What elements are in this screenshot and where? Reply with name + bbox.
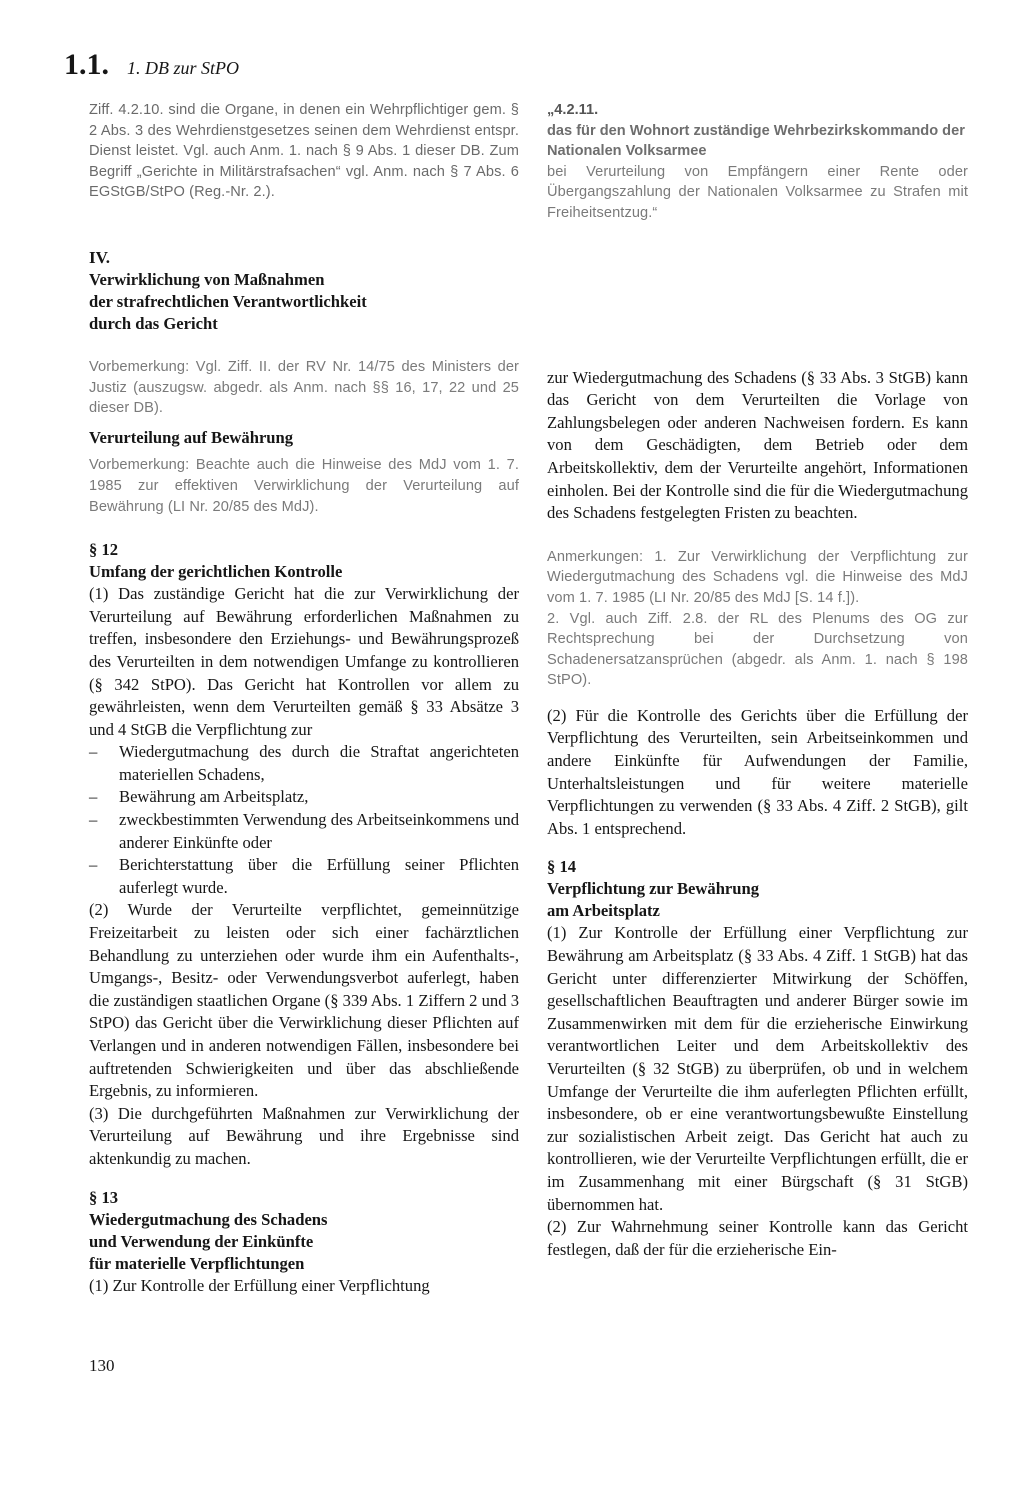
vorbemerkung-1: Vorbemerkung: Vgl. Ziff. II. der RV Nr. 14/75 des Ministers der Justiz (auszugsw. abgedr. als Anm. nach §§ 16, 17, 22 und 25 dieser DB). (89, 358, 519, 417)
s14-title-line-2: am Arbeitsplatz (547, 901, 660, 921)
chapter-roman: IV. (89, 247, 110, 267)
vorbemerkung-2: Vorbemerkung: Beachte auch die Hinweise des MdJ vom 1. 7. 1985 zur effektiven Verwirklichung der Verurteilung auf Bewährung (LI Nr. 20/85 des MdJ). (89, 457, 519, 515)
chapter-title-line-1: Verwirklichung von Maßnahmen (89, 269, 325, 289)
page-header (64, 48, 239, 82)
section-title: 1. DB zur StPO (127, 58, 239, 78)
s13-number: § 13 (89, 1187, 119, 1207)
s12-paragraph-2: (2) Wurde der Verurteilte verpflichtet, gemeinnützige Freizeitarbeit zu leisten oder sich einer fachärztlichen Behandlung zu unterziehen oder wurde ihm ein Aufenthalts-, Umgangs-, Besitz- oder Verwendungsverbot auferlegt, haben die zuständigen staatlichen Organe (§ 339 Abs. 1 Ziffern 2 und 3 StPO) das Gericht über die Verwirklichung dieser Pflichten auf Verlangen und in anderen notwendigen Fällen, insbesondere bei auftretenden Schwierigkeiten und über das abschließende Ergebnis, zu informieren. (89, 900, 519, 1101)
page-number: 130 (89, 1356, 115, 1375)
subheading-verurteilung: Verurteilung auf Bewährung (89, 427, 294, 447)
right-column (547, 100, 968, 1261)
chapter-title-line-2: der strafrechtlichen Verantwortlichkeit (89, 291, 367, 311)
s13-paragraph-2: (2) Für die Kontrolle des Gerichts über die Erfüllung der Verpflichtung des Verurteilten, sein Arbeitseinkommen und andere Einkünfte für Aufwendungen der Familie, Unterhaltsleistungen und für weitere materielle Verpflichtungen zu verwenden (§ 33 Abs. 4 Ziff. 2 StGB), gilt Abs. 1 entsprechend. (547, 705, 968, 838)
s14-paragraph-2: (2) Zur Wahrnehmung seiner Kontrolle kann das Gericht festlegen, daß der für die erzieherische Ein- (547, 1217, 968, 1259)
list-item: – zweckbestimmten Verwendung des Arbeitseinkommens und anderer Einkünfte oder (89, 810, 519, 852)
s14-number: § 14 (547, 857, 577, 877)
top-left-note: Ziff. 4.2.10. sind die Organe, in denen ein Wehrpflichtiger gem. § 2 Abs. 3 des Wehrdienstgesetzes seinen dem Wehrdienst entspr. Dienst leistet. Vgl. auch Anm. 1. nach § 9 Abs. 1 dieser DB. Zum Begriff „Gerichte in Militärstrafsachen“ vgl. Anm. nach § 7 Abs. 6 EGStGB/StPO (Reg.-Nr. 2.). (89, 102, 519, 201)
s12-title: Umfang der gerichtlichen Kontrolle (89, 562, 343, 582)
note-text: bei Verurteilung von Empfängern einer Rente oder Übergangszahlung der Nationalen Volksarmee zu Strafen mit Freiheitsentzug.“ (547, 163, 968, 221)
section-number: 1.1. (64, 48, 109, 81)
s12-number: § 12 (89, 540, 119, 560)
list-item: – Wiedergutmachung des durch die Straftat angerichteten materiellen Schadens, (89, 742, 519, 784)
s13-paragraph-1-start: (1) Zur Kontrolle der Erfüllung einer Verpflichtung (89, 1275, 430, 1295)
s13-title-line-1: Wiedergutmachung des Schadens (89, 1209, 328, 1229)
s14-title-line-1: Verpflichtung zur Bewährung (547, 879, 760, 899)
list-item: – Bewährung am Arbeitsplatz, (89, 787, 309, 807)
s13-title-line-2: und Verwendung der Einkünfte (89, 1231, 314, 1251)
note-heading: das für den Wohnort zuständige Wehrbezirkskommando der Nationalen Volksarmee (547, 122, 965, 160)
s13-title-line-3: für materielle Verpflichtungen (89, 1253, 305, 1273)
s13-paragraph-1-cont: zur Wiedergutmachung des Schadens (§ 33 Abs. 3 StGB) kann das Gericht von dem Verurteilten die Vorlage von Zahlungsbelegen oder anderen Nachweisen fordern. Es kann von dem Geschädigten, dem Betrieb oder dem Arbeitskollektiv, dem der Verurteilte angehört, Informationen einholen. Bei der Kontrolle sind die für die Wiedergutmachung des Schadens festgelegten Fristen zu beachten. (547, 367, 968, 523)
chapter-title-line-3: durch das Gericht (89, 313, 218, 333)
list-item: – Berichterstattung über die Erfüllung seiner Pflichten auferlegt wurde. (89, 855, 519, 897)
s12-paragraph-1: (1) Das zuständige Gericht hat die zur Verwirklichung der Verurteilung auf Bewährung erforderlichen Maßnahmen zu treffen, insbesondere den Erziehungs- und Bewährungsprozeß des Verurteilten in dem notwendigen Umfange zu kontrollieren (§ 342 StPO). Das Gericht hat Kontrollen vor allem zu gewährleisten, wenn dem Verurteilten gemäß § 33 Absätze 3 und 4 StGB die Verpflichtung zur (89, 584, 519, 739)
note-number: „4.2.11. (547, 102, 599, 118)
s12-paragraph-3: (3) Die durchgeführten Maßnahmen zur Verwirklichung der Verurteilung auf Bewährung und ihre Ergebnisse sind aktenkundig zu machen. (89, 1103, 519, 1168)
left-column (89, 100, 519, 1297)
s13-anmerkung-2: 2. Vgl. auch Ziff. 2.8. der RL des Plenums des OG zur Rechtsprechung bei der Durchsetzung von Schadenersatzansprüchen (abgedr. als Anm. 1. nach § 198 StPO). (547, 610, 968, 689)
s14-paragraph-1: (1) Zur Kontrolle der Erfüllung einer Verpflichtung zur Bewährung am Arbeitsplatz (§ 33 Abs. 4 Ziff. 1 StGB) hat das Gericht unter differenzierter Mitwirkung der Schöffen, gesellschaftlichen Beauftragten und anderer Bürger sowie im Zusammenwirken mit dem für die erzieherische Einwirkung verantwortlichen Leiter und dem Arbeitskollektiv des Verurteilten (§ 32 StGB) zu überprüfen, ob und in welchem Umfange der Verurteilte die ihm auferlegten Pflichten erfüllt, insbesondere, ob er eine verantwortungsbewußte Einstellung zur sozialistischen Arbeit zeigt. Das Gericht hat auch zu kontrollieren, wie der Verurteilte Verpflichtungen erfüllt, die er im Zusammenhang mit einer Bürgschaft (§ 31 StGB) übernommen hat. (547, 923, 968, 1214)
s13-anmerkung-1: Anmerkungen: 1. Zur Verwirklichung der Verpflichtung zur Wiedergutmachung des Schadens vgl. die Hinweise des MdJ vom 1. 7. 1985 (LI Nr. 20/85 des MdJ [S. 14 f.]). (547, 548, 968, 606)
